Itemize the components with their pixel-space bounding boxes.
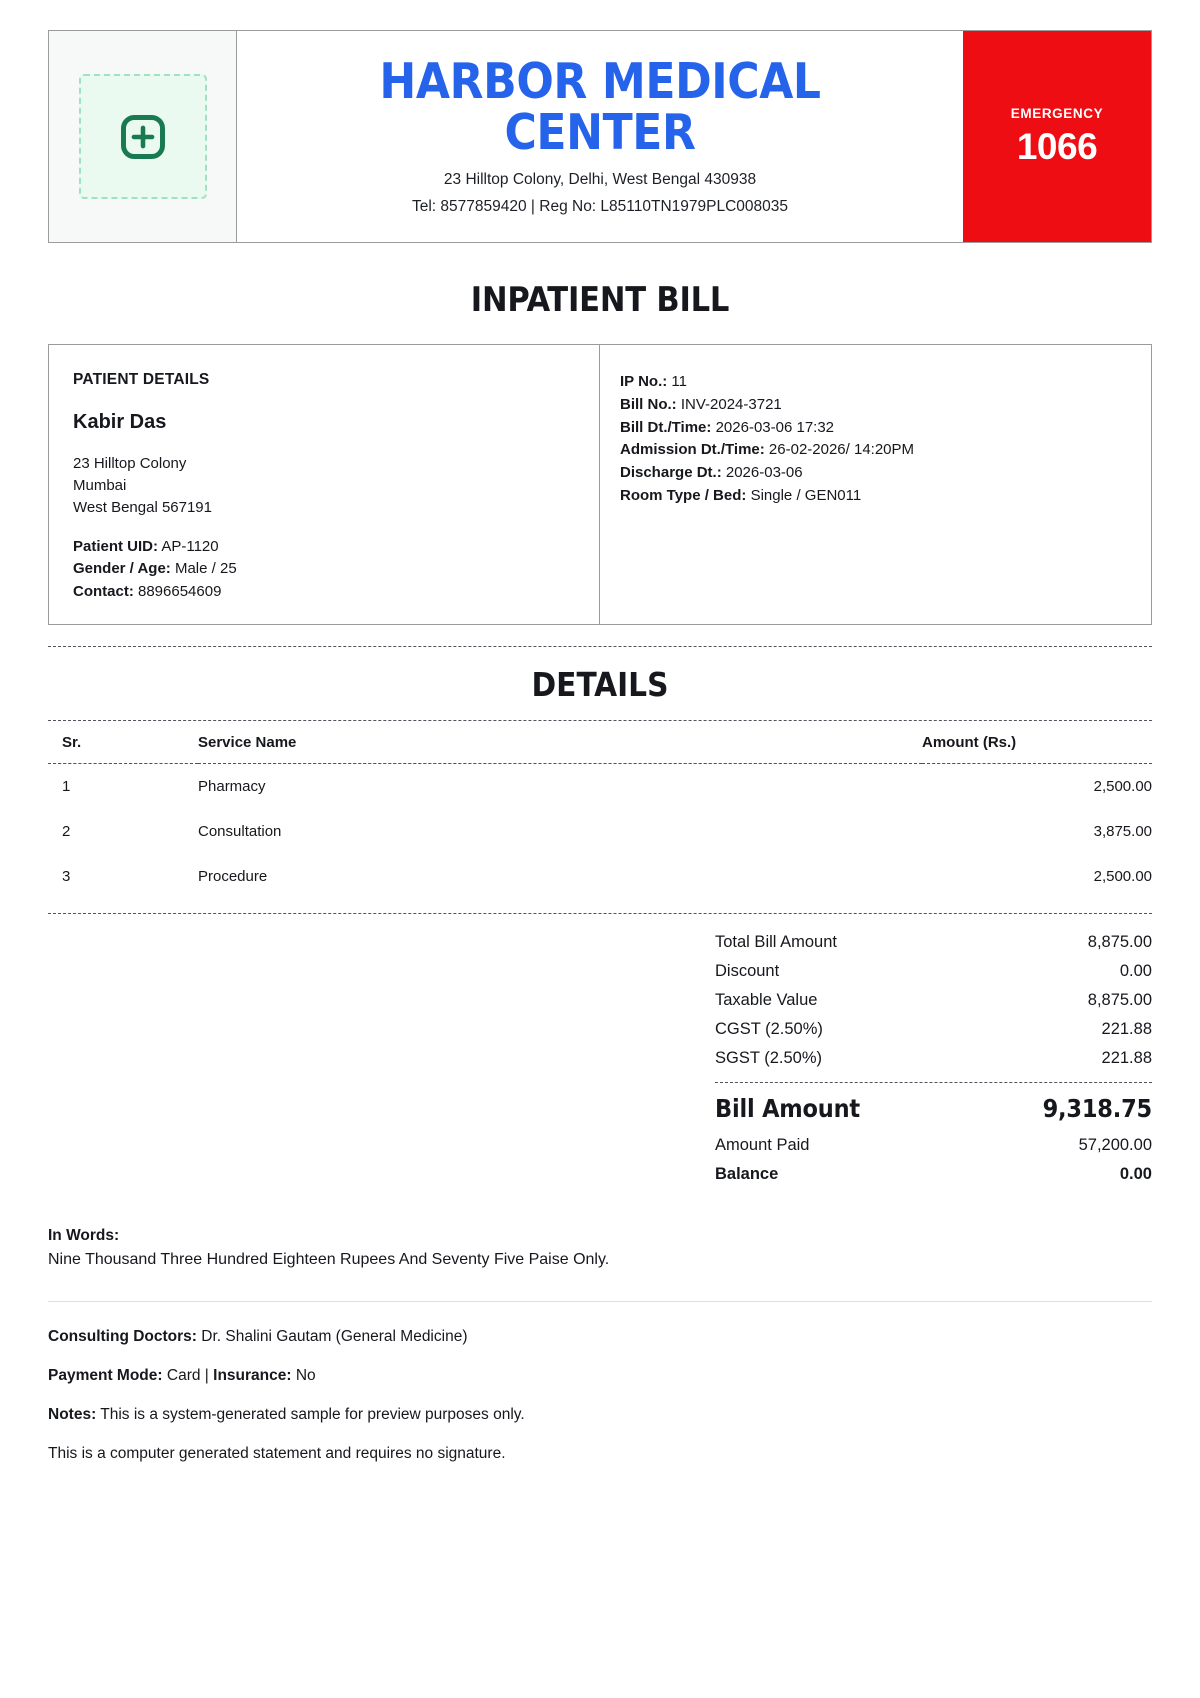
column-header-service: Service Name: [198, 721, 922, 764]
cell-sr: 3: [62, 867, 71, 885]
table-row: [48, 854, 1152, 899]
emergency-label: EMERGENCY: [1010, 105, 1104, 121]
table-header-row: [48, 721, 1152, 764]
medical-plus-icon: [117, 111, 169, 163]
grand-total-label: Bill Amount: [715, 1093, 860, 1123]
footer-divider: [48, 1301, 1152, 1302]
patient-uid-row: [73, 536, 599, 559]
patient-contact-value: 8896654609: [138, 583, 222, 601]
logo-cell: [49, 31, 237, 242]
logo-placeholder: [79, 74, 207, 199]
totals-list: [715, 928, 1152, 1189]
cell-service: Procedure: [198, 867, 268, 885]
total-label: SGST (2.50%): [715, 1048, 822, 1067]
meta-label: Bill Dt./Time:: [620, 418, 712, 436]
meta-label: Discharge Dt.:: [620, 464, 722, 482]
details-heading: DETAILS: [531, 664, 669, 704]
spacer: [73, 520, 599, 536]
total-row: [715, 928, 1152, 957]
payment-mode-label: Payment Mode:: [48, 1366, 163, 1384]
column-header-amount: Amount (Rs.): [922, 721, 1152, 764]
total-value: 8,875.00: [1087, 932, 1152, 951]
total-row: [715, 1015, 1152, 1044]
balance-value: 0.00: [1119, 1164, 1152, 1183]
total-row: [715, 986, 1152, 1015]
total-value: 221.88: [1101, 1048, 1152, 1067]
patient-gender-age-row: [73, 558, 599, 581]
footer-section: [48, 1328, 1152, 1463]
column-header-sr: Sr.: [48, 721, 198, 764]
patient-uid-label: Patient UID:: [73, 537, 159, 555]
cell-amount: 2,500.00: [1093, 777, 1152, 795]
services-table: [48, 721, 1152, 899]
insurance-value: No: [295, 1366, 316, 1384]
total-label: Taxable Value: [715, 990, 818, 1009]
patient-contact-label: Contact:: [73, 583, 134, 601]
grand-total-divider: [715, 1082, 1152, 1083]
total-value: 8,875.00: [1087, 990, 1152, 1009]
grand-total-row: [715, 1089, 1152, 1131]
total-value: 221.88: [1101, 1019, 1152, 1038]
total-label: Total Bill Amount: [715, 932, 837, 951]
consulting-doctors-value: Dr. Shalini Gautam (General Medicine): [201, 1327, 468, 1345]
table-row: [48, 763, 1152, 809]
payment-mode-line: [48, 1367, 1152, 1385]
patient-name: Kabir Das: [73, 411, 167, 433]
payment-separator: |: [204, 1366, 209, 1384]
patient-uid-value: AP-1120: [161, 537, 219, 555]
grand-total-value: 9,318.75: [1042, 1093, 1152, 1123]
meta-value: INV-2024-3721: [680, 395, 782, 413]
amount-paid-label: Amount Paid: [715, 1135, 810, 1154]
bill-meta-row: [620, 394, 1151, 417]
amount-paid-value: 57,200.00: [1078, 1135, 1152, 1154]
consulting-doctors-label: Consulting Doctors:: [48, 1327, 197, 1345]
meta-value: Single / GEN011: [750, 486, 862, 504]
patient-gender-age-value: Male / 25: [174, 560, 237, 578]
totals-section: [48, 928, 1152, 1189]
bill-meta-row: [620, 417, 1151, 440]
total-value: 0.00: [1119, 961, 1152, 980]
disclaimer-line: This is a computer generated statement and requires no signature.: [48, 1444, 506, 1462]
patient-details-column: [49, 345, 600, 624]
cell-amount: 3,875.00: [1093, 822, 1152, 840]
total-row: [715, 1044, 1152, 1073]
emergency-badge: [963, 31, 1151, 242]
hospital-address: 23 Hilltop Colony, Delhi, West Bengal 430938: [443, 171, 757, 189]
insurance-label: Insurance:: [213, 1366, 292, 1384]
hospital-tel-reg: Tel: 8577859420 | Reg No: L85110TN1979PLC008035: [411, 198, 789, 216]
amount-paid-row: [715, 1131, 1152, 1160]
cell-sr: 1: [62, 777, 71, 795]
balance-row: [715, 1160, 1152, 1189]
meta-label: IP No.:: [620, 373, 668, 390]
notes-value: This is a system-generated sample for preview purposes only.: [100, 1405, 525, 1423]
cell-amount: 2,500.00: [1093, 867, 1152, 885]
meta-value: 11: [671, 373, 687, 390]
hospital-identity: [237, 31, 963, 242]
meta-value: 2026-03-06 17:32: [715, 418, 835, 436]
table-row: [48, 809, 1152, 854]
total-label: CGST (2.50%): [715, 1019, 823, 1038]
meta-label: Bill No.:: [620, 395, 677, 413]
cell-service: Consultation: [198, 822, 282, 840]
total-label: Discount: [715, 961, 780, 980]
consulting-doctors-line: [48, 1328, 1152, 1346]
details-section: [48, 646, 1152, 1189]
notes-line: [48, 1406, 1152, 1424]
in-words-label: In Words:: [48, 1226, 120, 1244]
meta-label: Admission Dt./Time:: [620, 441, 765, 459]
patient-address-line-1: 23 Hilltop Colony: [73, 455, 187, 472]
patient-address-line-2: Mumbai: [73, 477, 127, 495]
cell-service: Pharmacy: [198, 777, 266, 795]
in-words-text: Nine Thousand Three Hundred Eighteen Rupees And Seventy Five Paise Only.: [48, 1250, 610, 1268]
meta-value: 26-02-2026/ 14:20PM: [768, 441, 915, 459]
bill-meta-row: [620, 439, 1151, 462]
meta-label: Room Type / Bed:: [620, 486, 747, 504]
bill-meta-row: [620, 485, 1151, 508]
patient-details-heading: PATIENT DETAILS: [73, 371, 210, 388]
meta-value: 2026-03-06: [725, 464, 803, 482]
cell-sr: 2: [62, 822, 71, 840]
patient-contact-row: [73, 581, 599, 604]
bill-meta-row: [620, 371, 1151, 394]
patient-address-line-3: West Bengal 567191: [73, 499, 212, 517]
bill-meta-column: [600, 345, 1151, 624]
table-bottom-divider: [48, 913, 1152, 914]
hospital-name: HARBOR MEDICAL CENTER: [379, 52, 821, 161]
emergency-number: 1066: [1016, 125, 1098, 167]
in-words-section: [48, 1227, 1152, 1269]
bill-meta-row: [620, 462, 1151, 485]
total-row: [715, 957, 1152, 986]
document-header: [48, 30, 1152, 243]
notes-label: Notes:: [48, 1405, 97, 1423]
payment-mode-value: Card: [166, 1366, 201, 1384]
patient-gender-age-label: Gender / Age:: [73, 560, 171, 578]
page-title: INPATIENT BILL: [470, 280, 730, 320]
patient-panel: [48, 344, 1152, 625]
balance-label: Balance: [715, 1164, 779, 1183]
